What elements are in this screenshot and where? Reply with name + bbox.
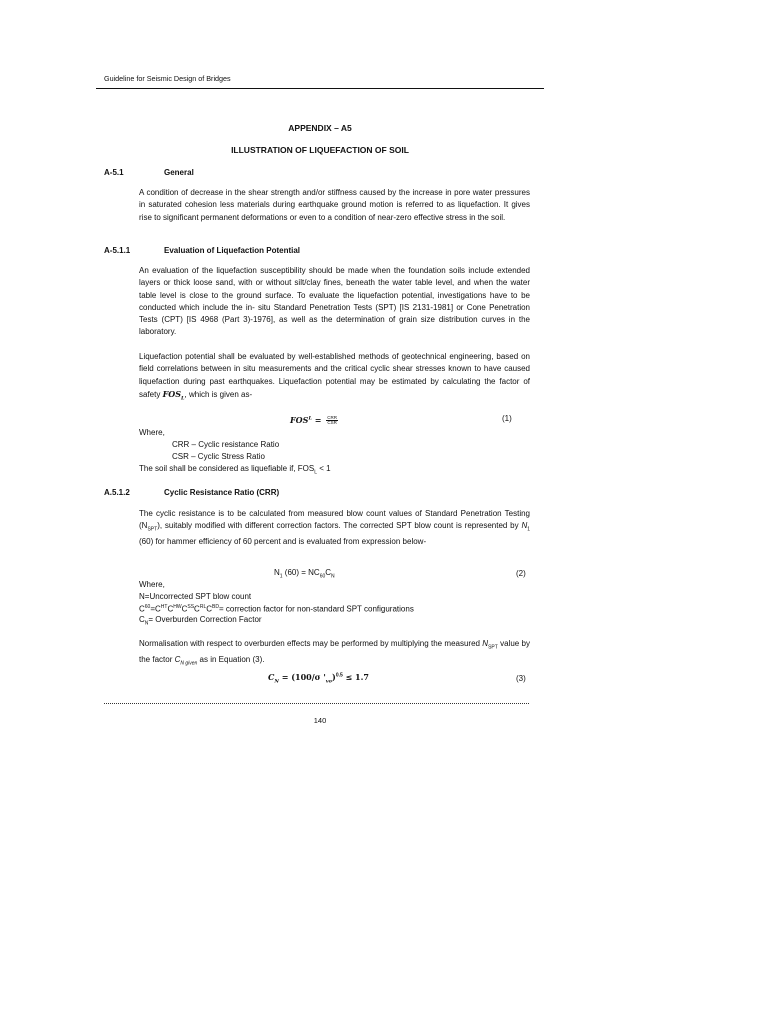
norm-text-c: as in Equation (3).	[197, 654, 265, 664]
paragraph-liquefaction-evaluation	[139, 351, 530, 405]
css-c: C	[181, 604, 188, 614]
norm-c-symbol: C	[174, 654, 181, 664]
eq3-mid-end: )	[332, 672, 336, 682]
crl-sup: RL	[199, 604, 207, 610]
definition-cn	[139, 615, 262, 627]
c60-definition-text: = correction factor for non-standard SPT configurations	[218, 604, 414, 614]
crr-text-a: The cyclic resistance is to be calculated from measured blow count values of Standard Penetration Testing (N	[139, 509, 530, 531]
eq1-numerator: CRR	[327, 415, 337, 421]
equation-2	[274, 568, 335, 580]
eq3-mid-sub: vo	[325, 678, 333, 685]
eq1-lhs	[290, 415, 312, 425]
para-text-end: , which is given as-	[184, 389, 253, 399]
definition-c60	[139, 604, 414, 614]
eq1-lhs-text: FOS	[290, 415, 309, 425]
eq2-c: C	[325, 568, 332, 577]
fos-subscript: L	[181, 395, 185, 402]
eq2-b: (60) = NC	[282, 568, 320, 577]
section-number-a-5-1-1: A-5.1.1	[104, 246, 131, 255]
eq3-exponent: 0.5	[335, 672, 343, 679]
eq3-lhs-sub: N	[274, 678, 279, 685]
eq2-a: N	[274, 568, 280, 577]
crr-sub-spt: SPT	[147, 526, 158, 533]
c60-c: C	[139, 604, 145, 614]
norm-sub-spt: SPT	[488, 644, 498, 651]
eq1-denominator: CSR	[327, 420, 337, 426]
where-label-2: Where,	[139, 580, 165, 589]
eq3-mid: = (100/σ '	[278, 672, 326, 682]
paragraph-liquefaction-susceptibility: An evaluation of the liquefaction susceptibility should be made when the foundation soils include extended layers or thick loose sand, with or without silt/clay fines, beneath the water table level, and when the water table level is close to the ground surface. To evaluate the liquefaction potential, investigations have to be conducted which include the in- situ Standard Penetration Tests (SPT) [IS 2131-1981] or Cone Penetration Tests (CPT) [IS 4968 (Part 3)-1976], as well as the determination of grain size distribution curves in the laboratory.	[139, 266, 530, 337]
section-number-a-5-1: A-5.1	[104, 168, 124, 177]
section-title-liquefaction-potential: Evaluation of Liquefaction Potential	[164, 246, 301, 255]
cond-subscript: L	[314, 469, 317, 476]
eq1-fraction	[326, 416, 338, 425]
header-rule	[96, 88, 544, 89]
para-text: Liquefaction potential shall be evaluated by well-established methods of geotechnical engineering, based on field correlations between in situ measurements and the critical cyclic shear stresses known to have caused liquefaction during past earthquakes. Liquefaction potential may be estimated by calculating the factor of safety	[139, 352, 530, 399]
section-title-general: General	[164, 168, 194, 177]
css-sup: SS	[187, 604, 195, 610]
section-number-a-5-1-2: A.5.1.2	[104, 488, 130, 497]
cond-end: < 1	[316, 464, 331, 473]
cht-sup: HT	[160, 604, 168, 610]
paragraph-general: A condition of decrease in the shear strength and/or stiffness caused by the increase in pore water pressures in saturated cohesion less materials during earthquake ground motion is referred to as liquefaction. It gives rise to significant permanent deformations or even to a condition of near-zero effective stress in the soil.	[139, 188, 530, 222]
cn-definition-text: = Overburden Correction Factor	[148, 615, 262, 624]
running-header: Guideline for Seismic Design of Bridges	[104, 74, 231, 83]
eq2-sub-b: 60	[319, 573, 326, 580]
equation-3-number: (3)	[516, 674, 526, 683]
cn-sub: N	[144, 620, 149, 627]
appendix-title: APPENDIX – A5	[288, 123, 352, 133]
norm-n-symbol: N	[482, 639, 489, 648]
eq2-sub-c: N	[331, 573, 335, 580]
fos-text: FOS	[162, 388, 182, 399]
where-label-1: Where,	[139, 428, 165, 437]
equation-3	[268, 672, 369, 685]
liquefiable-condition	[139, 464, 331, 476]
crr-text-b: ), suitably modified with different correction factors. The corrected SPT blow count is represented by	[157, 521, 522, 531]
eq3-rhs: ≤ 1.7	[342, 672, 369, 682]
c60-sup: 60	[144, 604, 151, 610]
equation-1	[290, 415, 338, 425]
paragraph-normalisation	[139, 638, 530, 670]
crr-n-symbol: N	[521, 521, 528, 531]
norm-text-a: Normalisation with respect to overburden effects may be performed by multiplying the measured	[139, 639, 483, 648]
eq1-lhs-sub: L	[308, 415, 312, 422]
eq1-equals: =	[311, 415, 325, 425]
crr-sub-1: 1	[527, 526, 530, 533]
chw-c: C	[167, 604, 174, 614]
definition-n: N=Uncorrected SPT blow count	[139, 592, 252, 601]
fos-symbol	[162, 388, 185, 402]
cbd-c: C	[206, 604, 213, 614]
norm-sub-n-given: N given	[180, 660, 198, 667]
eq3-lhs: C	[268, 672, 275, 682]
definition-crr: CRR – Cyclic resistance Ratio	[172, 440, 280, 449]
footer-rule	[104, 703, 529, 704]
equation-2-number: (2)	[516, 569, 526, 578]
page-number: 140	[313, 716, 327, 725]
paragraph-cyclic-resistance	[139, 508, 530, 548]
crl-c: C	[194, 604, 200, 614]
cbd-sup: BD	[212, 604, 219, 610]
cn-c: C	[139, 615, 145, 624]
chw-sup: HW	[173, 604, 182, 610]
section-title-crr: Cyclic Resistance Ratio (CRR)	[164, 488, 280, 497]
norm-text-b: value by the factor	[139, 639, 530, 664]
cht-c: =C	[150, 604, 161, 614]
cond-text: The soil shall be considered as liquefiable if, FOS	[139, 464, 315, 473]
document-title: ILLUSTRATION OF LIQUEFACTION OF SOIL	[231, 145, 409, 155]
eq2-sub-a: 1	[279, 573, 283, 580]
equation-1-number: (1)	[502, 414, 512, 423]
crr-text-c: (60) for hammer efficiency of 60 percent and is evaluated from expression below-	[139, 537, 427, 547]
definition-csr: CSR – Cyclic Stress Ratio	[172, 452, 265, 461]
